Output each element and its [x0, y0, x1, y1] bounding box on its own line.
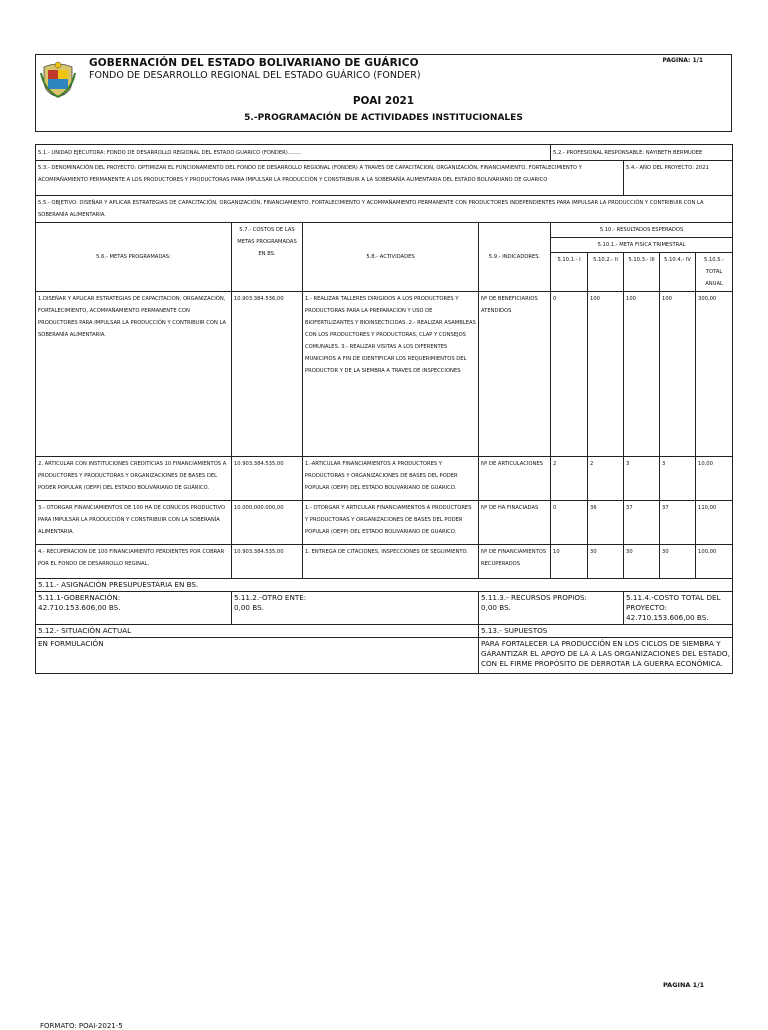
- row-meta: 2. ARTICULAR CON INSTITUCIONES CREDITICIAS 10 FINANCIAMIENTOS A PRODUCTORES Y PRODUCTORAS Y ORGANIZACIONES DE BASES DEL PODER POPULAR (OEPP) DEL ESTADO BOLIVARIANO DE GUÁRICO.: [36, 457, 232, 501]
- programacion-title: 5.-PROGRAMACIÓN DE ACTIVIDADES INSTITUCIONALES: [244, 113, 523, 123]
- row-actividad: 1.- REALIZAR TALLERES DIRIGIDOS A LOS PRODUCTORES Y PRODUCTORAS PARA LA PREPARACION Y USO DE BIOFERTILIZANTES Y BIOINSECTICIDAS. 2.- REALIZAR ASAMBLEAS CON LOS PRODUCTORES Y PRODUCTORAS, CLAP Y CONSEJOS COMUNALES. 3.- REALIZAR VISITAS A LOS DIFERENTES MUNICIPIOS A FIN DE IDENTIFICAR LOS REQUERIMIENTOS DEL PRODUCTOR Y DE LA SIEMBRA A TRAVES DE INSPECCIONES: [303, 292, 479, 457]
- row-q2: 30: [588, 545, 624, 579]
- row-costo: 10.000.000.000,00: [232, 501, 303, 545]
- row-q1: 2: [551, 457, 588, 501]
- asignacion-title: 5.11.- ASIGNACIÓN PRESUPUESTARIA EN BS.: [36, 579, 733, 592]
- fund-title: FONDO DE DESARROLLO REGIONAL DEL ESTADO GUÁRICO (FONDER): [89, 70, 421, 81]
- col-metas-header: 5.6.- METAS PROGRAMADAS:: [36, 223, 232, 292]
- recursos-propios-field: [479, 592, 624, 625]
- col-costos-header: 5.7.- COSTOS DE LAS METAS PROGRAMADAS EN BS.: [232, 223, 303, 292]
- row-q1: 0: [551, 501, 588, 545]
- government-title: GOBERNACIÓN DEL ESTADO BOLIVARIANO DE GUÁRICO: [89, 57, 419, 69]
- col-actividades-header: 5.8.- ACTIVIDADES: [303, 223, 479, 292]
- recursos-propios-label: 5.11.3.- RECURSOS PROPIOS:: [481, 593, 587, 602]
- gobernacion-value: 42.710.153.606,00 BS.: [38, 603, 121, 612]
- col-resultados-header: 5.10.- RESULTADOS ESPERADOS: [551, 223, 733, 238]
- row-q3: 37: [624, 501, 660, 545]
- table-row: [36, 457, 733, 501]
- row-total: 300,00: [696, 292, 733, 457]
- page-indicator: PAGINA: 1/1: [662, 57, 703, 64]
- col-meta-fisica-header: 5.10.1.- META FISICA TRIMESTRAL: [551, 238, 733, 253]
- row-indicador: Nº DE BENEFICIARIOS ATENDIDOS: [479, 292, 551, 457]
- anio-proyecto-field: 5.4.- AÑO DEL PROYECTO: 2021: [624, 161, 733, 196]
- col-q1-header: 5.10.1.- I: [551, 253, 588, 292]
- col-total-header: 5.10.5.- TOTAL ANUAL: [696, 253, 733, 292]
- otro-ente-value: 0,00 BS.: [234, 603, 264, 612]
- poai-title: POAI 2021: [352, 95, 415, 107]
- row-q4: 37: [660, 501, 696, 545]
- supuestos-value: PARA FORTALECER LA PRODUCCIÓN EN LOS CICLOS DE SIEMBRA Y GARANTIZAR EL APOYO DE LA A LAS ORGANIZACIONES DEL ESTADO, CON EL FIRME PROPÓSITO DE DERROTAR LA GUERRA ECONÓMICA.: [479, 638, 733, 674]
- row-q2: 100: [588, 292, 624, 457]
- row-meta: 3.- OTORGAR FINANCIAMIENTOS DE 100 HA DE CONUCOS PRODUCTIVO PARA IMPULSAR LA PRODUCCIÓN Y CONSTRIBUIR CON LA SOBERANÍA ALIMENTARIA.: [36, 501, 232, 545]
- row-q2: 2: [588, 457, 624, 501]
- row-q3: 30: [624, 545, 660, 579]
- table-row: [36, 545, 733, 579]
- row-q1: 0: [551, 292, 588, 457]
- table-row: [36, 501, 733, 545]
- row-meta: 4.- RECUPERACION DE 100 FINANCIAMIENTO PERDIENTES POR COBRAR POR EL FONDO DE DESARROLLO REGINAL.: [36, 545, 232, 579]
- profesional-responsable-field: 5.2.- PROFESIONAL RESPONSABLE: NAYIBETH BERMUDEE: [551, 145, 733, 161]
- row-q3: 100: [624, 292, 660, 457]
- gobernacion-field: [36, 592, 232, 625]
- footer-format-code: FORMATO: POAI-2021-5: [40, 1022, 123, 1030]
- row-q3: 3: [624, 457, 660, 501]
- costo-total-value: 42.710.153.606,00 BS.: [626, 613, 709, 622]
- row-actividad: 1.- OTORGAR Y ARTICULAR FINANCIAMIENTOS A PRODUCTORES Y PRODUCTORAS Y ORGANIZACIONES DE BASES DEL PODER POPULAR (OEPP) DEL ESTADO BOLIVARIANO DE GUARICO.: [303, 501, 479, 545]
- row-actividad: 1. ENTREGA DE CITACIONES, INSPECCIONES DE SEGUIMIENTO.: [303, 545, 479, 579]
- otro-ente-field: [232, 592, 479, 625]
- row-indicador: Nº DE HA FINACIADAS: [479, 501, 551, 545]
- supuestos-label: 5.13.- SUPUESTOS: [479, 625, 733, 638]
- col-q4-header: 5.10.4.- IV: [660, 253, 696, 292]
- programacion-table: [35, 144, 733, 674]
- state-coat-of-arms-icon: [40, 59, 76, 99]
- footer-page-indicator: PAGINA 1/1: [663, 981, 705, 989]
- situacion-value: EN FORMULACIÓN: [36, 638, 479, 674]
- objetivo-field: 5.5.- OBJETIVO: DISEÑAR Y APLICAR ESTRATEGIAS DE CAPACITACIÓN, ORGANIZACIÓN, FINANCIAMIENTO, FORTALECIMIENTO Y ACOMPAÑAMIENTO PERMANENTE CON PRODUCTORES INDEPENDIENTES PARA IMPULSAR LA PRODUCCIÓN Y CONTRIBUIR CON LA SOBERANÍA ALIMENTARIA.: [36, 196, 733, 223]
- table-row: [36, 292, 733, 457]
- row-q1: 10: [551, 545, 588, 579]
- col-q3-header: 5.10.3.- III: [624, 253, 660, 292]
- row-actividad: 1.-ARTICULAR FINANCIAMIENTOS A PRODUCTORES Y PRODUCTORAS Y ORGANIZACIONES DE BASES DEL PODER POPULAR (OEPP) DEL ESTADO BOLIVARIANO DE GUARICO.: [303, 457, 479, 501]
- denominacion-field: 5.3.- DENOMINACIÓN DEL PROYECTO: OPTIMIZAR EL FUNCIONAMIENTO DEL FONDO DE DESARROLLO REGIONAL (FONDER) A TRAVES DE CAPACITACION, ORGANIZACIÓN, FINANCIAMIENTO, FORTALECIMIENTO Y ACOMPAÑAMIENTO PERMANENTE A LOS PRODUCTORES Y PRODUCTORAS PARA IMPULSAR LA PRODUCCIÓN Y CONSTRIBUIR A LA SOBERANÍA ALIMENTARIA DEL ESTADO BOLIVARIANO DE GUARICO: [36, 161, 624, 196]
- unidad-ejecutora-field: 5.1.- UNIDAD EJECUTORA: FONDO DE DESARROLLO REGIONAL DEL ESTADO GUARICO (FONDER)........: [36, 145, 551, 161]
- row-costo: 10.903.384.535,00: [232, 457, 303, 501]
- gobernacion-label: 5.11.1-GOBERNACIÓN:: [38, 593, 121, 602]
- row-indicador: Nº DE FINANCIAMIENTOS RECUPERADOS: [479, 545, 551, 579]
- otro-ente-label: 5.11.2.-OTRO ENTE:: [234, 593, 307, 602]
- row-q2: 36: [588, 501, 624, 545]
- row-total: 10,00: [696, 457, 733, 501]
- situacion-label: 5.12.- SITUACIÓN ACTUAL: [36, 625, 479, 638]
- row-meta: 1.DISEÑAR Y APLICAR ESTRATEGIAS DE CAPACITACION, ORGANIZACIÓN, FORTALECIMIENTO, ACOMPAÑAMIENTO PERMANENTE CON PRODUCTORES PARA IMPULSAR LA PRODUCCIÓN Y CONTRIBUIR CON LA SOBERANÍA ALIMENTARIA.: [36, 292, 232, 457]
- row-costo: 10.903.384.536,00: [232, 292, 303, 457]
- row-q4: 30: [660, 545, 696, 579]
- row-total: 110,00: [696, 501, 733, 545]
- row-q4: 100: [660, 292, 696, 457]
- document-header: [35, 54, 732, 132]
- col-indicadores-header: 5.9.- INDICADORES.: [479, 223, 551, 292]
- row-total: 100,00: [696, 545, 733, 579]
- row-q4: 3: [660, 457, 696, 501]
- recursos-propios-value: 0,00 BS.: [481, 603, 511, 612]
- costo-total-label: 5.11.4.-COSTO TOTAL DEL PROYECTO:: [626, 593, 721, 612]
- col-q2-header: 5.10.2.- II: [588, 253, 624, 292]
- row-costo: 10.903.384.535,00: [232, 545, 303, 579]
- row-indicador: Nº DE ARTICULACIONES: [479, 457, 551, 501]
- costo-total-field: [624, 592, 733, 625]
